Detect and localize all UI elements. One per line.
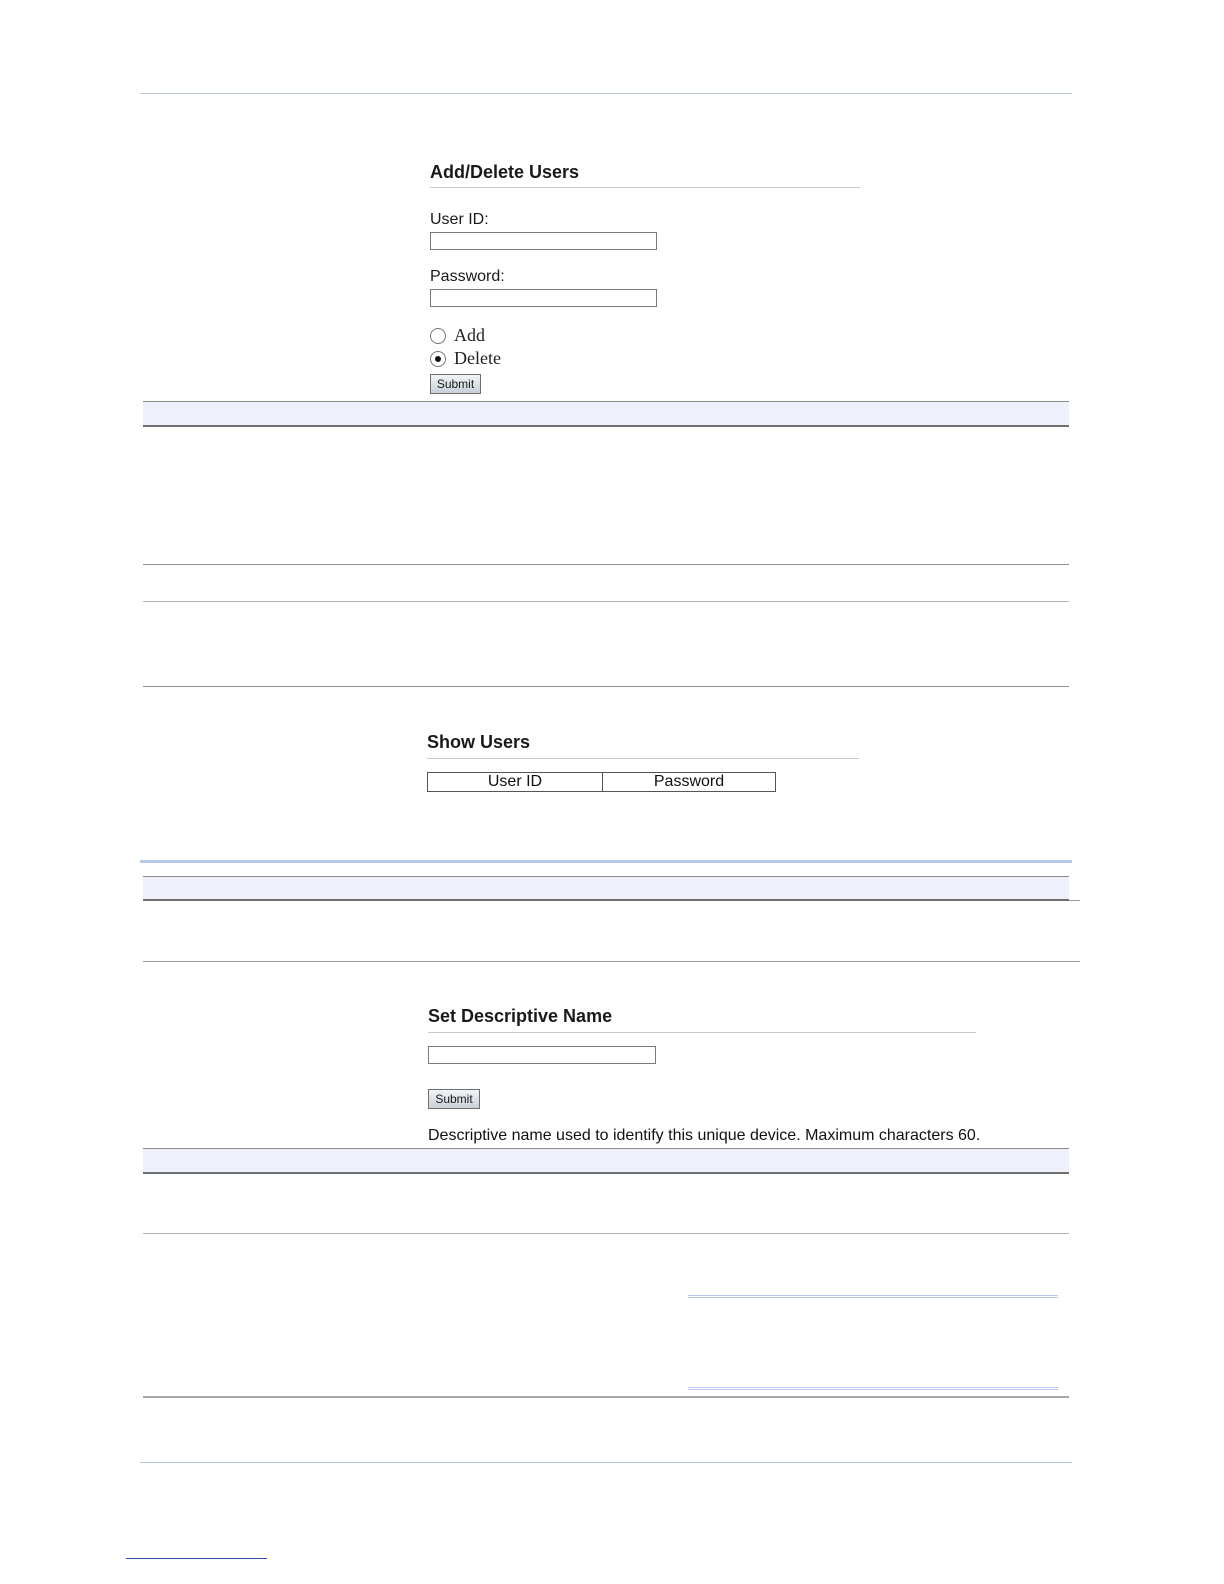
user-id-label: User ID: <box>430 211 489 228</box>
add-delete-title-rule <box>430 187 860 188</box>
bottom-rule <box>140 1462 1072 1463</box>
user-id-input[interactable] <box>430 232 657 250</box>
footnote-rule <box>126 1558 267 1559</box>
add-delete-submit-button[interactable]: Submit <box>430 374 481 394</box>
descriptive-name-note: Descriptive name used to identify this unique device. Maximum characters 60. <box>428 1127 981 1144</box>
radio-delete[interactable] <box>430 351 446 367</box>
section-rule <box>140 860 1072 863</box>
show-users-title-rule <box>427 758 859 759</box>
separator-band <box>143 876 1069 901</box>
top-rule <box>140 93 1072 94</box>
descriptive-name-input[interactable] <box>428 1046 656 1064</box>
radio-add-label: Add <box>454 325 485 345</box>
divider <box>143 601 1069 602</box>
separator-band <box>143 401 1069 427</box>
descriptive-name-title-rule <box>428 1032 976 1033</box>
accent-rule <box>688 1295 1058 1298</box>
descriptive-name-submit-button[interactable]: Submit <box>428 1089 480 1109</box>
password-label: Password: <box>430 268 505 285</box>
accent-rule <box>688 1387 1058 1390</box>
divider <box>143 1396 1069 1398</box>
divider <box>143 961 1080 962</box>
separator-band <box>143 1148 1069 1174</box>
radio-delete-label: Delete <box>454 348 501 368</box>
radio-add[interactable] <box>430 328 446 344</box>
divider <box>143 1233 1069 1234</box>
show-users-title: Show Users <box>427 732 531 752</box>
divider <box>1069 900 1080 901</box>
divider <box>143 686 1069 687</box>
add-delete-users-title: Add/Delete Users <box>430 162 580 182</box>
descriptive-name-title: Set Descriptive Name <box>428 1006 613 1026</box>
password-input[interactable] <box>430 289 657 307</box>
divider <box>143 564 1069 565</box>
column-header-user-id: User ID <box>427 772 603 792</box>
column-header-password: Password <box>602 772 776 792</box>
